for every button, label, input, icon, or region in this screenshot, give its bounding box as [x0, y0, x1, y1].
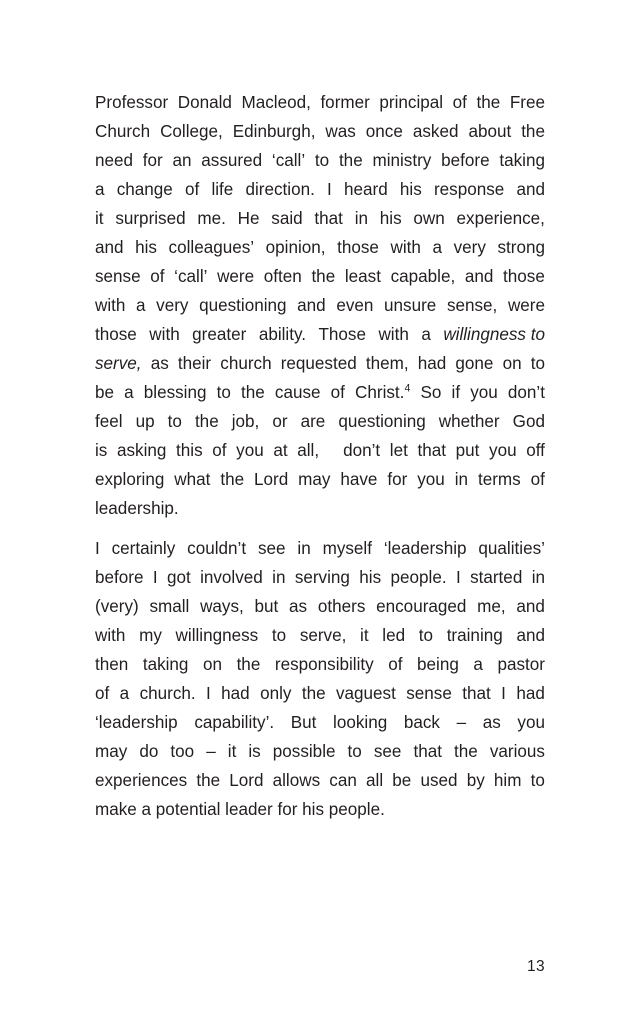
text-line — [95, 262, 545, 291]
text-line: leadership. — [95, 499, 179, 518]
text-line: make a potential leader for his people. — [95, 800, 385, 819]
word: a — [432, 238, 443, 257]
word: of — [150, 267, 165, 286]
word: a — [119, 684, 130, 703]
word: the — [236, 655, 261, 674]
text-line — [95, 175, 545, 204]
word: feel — [95, 412, 123, 431]
word: may — [95, 742, 128, 761]
text-line — [95, 563, 545, 592]
word: of — [95, 684, 110, 703]
word: ‘call’ — [174, 267, 208, 286]
word: involved — [200, 568, 263, 587]
word: encouraged — [376, 597, 467, 616]
word: serve, — [299, 626, 347, 645]
word: pastor — [497, 655, 545, 674]
word: I — [327, 180, 332, 199]
word: a — [473, 655, 483, 674]
text-line — [95, 146, 545, 175]
word: life — [211, 180, 234, 199]
word: taking — [142, 655, 189, 674]
word: of — [452, 93, 467, 112]
word: once — [365, 122, 403, 141]
word: ‘call’ — [271, 151, 306, 170]
word: asked — [412, 122, 459, 141]
word: I — [152, 568, 158, 587]
word: asking — [116, 441, 167, 460]
word: the — [194, 412, 219, 431]
word: got — [166, 568, 191, 587]
word: may — [298, 470, 331, 489]
text-line — [95, 534, 545, 563]
word: before — [95, 568, 144, 587]
word: others — [317, 597, 366, 616]
word: are — [300, 412, 326, 431]
footnote-reference[interactable]: 4 — [404, 382, 411, 395]
word: strong — [497, 238, 545, 257]
word: had — [516, 684, 545, 703]
word: were — [217, 267, 255, 286]
text-line — [95, 407, 545, 436]
text-line — [95, 204, 545, 233]
word: training — [446, 626, 503, 645]
word: change — [116, 180, 173, 199]
word: gone — [455, 354, 494, 373]
word: all, — [297, 441, 320, 460]
word: the — [521, 122, 545, 141]
word: I — [501, 684, 506, 703]
word: be — [95, 383, 115, 402]
word: principal — [379, 93, 444, 112]
word: with — [378, 325, 409, 344]
word: by — [466, 771, 485, 790]
word: what — [174, 470, 211, 489]
word: to — [530, 771, 545, 790]
word: their — [177, 354, 212, 373]
word: in — [272, 568, 286, 587]
text-line — [95, 592, 545, 621]
word: God — [512, 412, 545, 431]
word: on — [203, 655, 223, 674]
word: even — [336, 296, 374, 315]
word: job, — [231, 412, 260, 431]
word: me. — [197, 209, 226, 228]
text-line — [95, 378, 545, 407]
word: being — [417, 655, 459, 674]
word: (very) — [95, 597, 139, 616]
word: greater — [192, 325, 247, 344]
word: a — [421, 325, 431, 344]
word: is — [248, 742, 261, 761]
word: but — [254, 597, 279, 616]
word: ways, — [200, 597, 244, 616]
word: me, — [477, 597, 506, 616]
word: off — [526, 441, 545, 460]
word: only — [260, 684, 292, 703]
word: and — [516, 597, 545, 616]
word: to — [216, 383, 231, 402]
text-line — [95, 621, 545, 650]
word: capability’. — [194, 713, 275, 732]
word: his — [379, 209, 402, 228]
word: requested — [280, 354, 357, 373]
word: sense — [95, 267, 141, 286]
word: see — [257, 539, 286, 558]
word: don’t — [343, 441, 381, 460]
word: was — [325, 122, 356, 141]
word: you — [236, 441, 264, 460]
word: of — [388, 655, 403, 674]
word: myself — [322, 539, 372, 558]
word: I — [95, 539, 100, 558]
word: opinion, — [265, 238, 326, 257]
text-line — [95, 88, 545, 117]
footnote-anchor: Christ.$^4$ — [355, 382, 411, 402]
text-line — [95, 766, 545, 795]
word: former — [320, 93, 370, 112]
word: my — [139, 626, 162, 645]
word: own — [413, 209, 445, 228]
word: unsure — [384, 296, 437, 315]
word: see — [373, 742, 402, 761]
word: and — [95, 238, 124, 257]
word: sense, — [446, 296, 498, 315]
word: various — [489, 742, 545, 761]
word: heard — [343, 180, 388, 199]
word: don’t — [507, 383, 545, 402]
word: need — [95, 151, 134, 170]
word: people. — [390, 568, 447, 587]
word: serving — [294, 568, 350, 587]
word: surprised — [115, 209, 186, 228]
word: him — [493, 771, 522, 790]
word: that — [462, 684, 491, 703]
word: Edinburgh, — [232, 122, 316, 141]
word: back — [403, 713, 440, 732]
word: his — [399, 180, 422, 199]
word: the — [476, 93, 501, 112]
word: response — [433, 180, 505, 199]
word: the — [338, 151, 363, 170]
word: often — [263, 267, 302, 286]
word: Macleod, — [241, 93, 311, 112]
word: led — [382, 626, 406, 645]
word: terms — [477, 470, 521, 489]
word: with — [95, 296, 126, 315]
word: a — [124, 383, 134, 402]
word: it — [227, 742, 237, 761]
word: all — [366, 771, 384, 790]
word: you — [470, 383, 498, 402]
word: blessing — [143, 383, 207, 402]
word: Free — [509, 93, 545, 112]
page-number: 13 — [526, 958, 545, 975]
word: small — [149, 597, 190, 616]
word: a — [95, 180, 105, 199]
word: Lord — [229, 771, 264, 790]
word: ability. — [258, 325, 306, 344]
text-line — [95, 436, 545, 465]
word: to — [271, 626, 287, 645]
word: of — [184, 180, 200, 199]
word: very — [156, 296, 189, 315]
word: church — [220, 354, 272, 373]
word: certainly — [111, 539, 176, 558]
word: willingness — [175, 626, 259, 645]
word: started — [470, 568, 523, 587]
text-line — [95, 320, 545, 349]
word: looking — [333, 713, 388, 732]
word: to — [314, 151, 330, 170]
word: can — [329, 771, 357, 790]
text-line — [95, 708, 545, 737]
word: his — [359, 568, 382, 587]
word: whether — [438, 412, 500, 431]
text-line — [95, 117, 545, 146]
word: be — [392, 771, 412, 790]
word: College, — [160, 122, 223, 141]
word: So — [420, 383, 442, 402]
word: Donald — [177, 93, 232, 112]
word: sense — [406, 684, 452, 703]
word: then — [95, 655, 129, 674]
word: those — [95, 325, 137, 344]
word: had — [417, 354, 447, 373]
emphasis-text: serve, — [95, 354, 142, 373]
word: – — [206, 742, 216, 761]
word: of — [330, 383, 345, 402]
word: the — [301, 684, 326, 703]
word: up — [135, 412, 155, 431]
word: at — [273, 441, 288, 460]
word: to — [530, 354, 545, 373]
word: least — [344, 267, 381, 286]
text-line — [95, 291, 545, 320]
text-line — [95, 737, 545, 766]
word: to — [347, 742, 362, 761]
word: is — [95, 441, 108, 460]
word: cause — [274, 383, 321, 402]
word: on — [502, 354, 522, 373]
word: Those — [318, 325, 366, 344]
word: and — [516, 626, 545, 645]
word: But — [290, 713, 317, 732]
word: that — [314, 209, 343, 228]
word: of — [212, 441, 227, 460]
word: a — [136, 296, 146, 315]
text-line — [95, 650, 545, 679]
word: in — [297, 539, 311, 558]
word: said — [271, 209, 303, 228]
word: do — [139, 742, 159, 761]
word: to — [418, 626, 434, 645]
word: ‘leadership — [95, 713, 178, 732]
word: used — [420, 771, 458, 790]
word: as — [482, 713, 501, 732]
word: too — [170, 742, 195, 761]
word: the — [241, 383, 265, 402]
word: ‘leadership — [383, 539, 467, 558]
word: in — [354, 209, 368, 228]
word: He — [237, 209, 260, 228]
word: and — [464, 267, 494, 286]
word: colleagues’ — [168, 238, 255, 257]
word: – — [456, 713, 467, 732]
word: vaguest — [335, 684, 396, 703]
word: have — [340, 470, 378, 489]
word: allows — [272, 771, 321, 790]
word: for — [142, 151, 163, 170]
word: possible — [272, 742, 336, 761]
word: Professor — [95, 93, 169, 112]
word: Lord — [254, 470, 289, 489]
word: questioning — [199, 296, 287, 315]
word: in — [454, 470, 469, 489]
word: I — [455, 568, 461, 587]
word: the — [196, 771, 221, 790]
word: capable, — [390, 267, 456, 286]
word: as — [289, 597, 308, 616]
word: couldn’t — [187, 539, 247, 558]
word: Church — [95, 122, 151, 141]
word: ministry — [372, 151, 432, 170]
word: about — [468, 122, 512, 141]
word: his — [135, 238, 157, 257]
word: questioning — [338, 412, 426, 431]
word: with — [95, 626, 126, 645]
word: it — [95, 209, 104, 228]
text-line — [95, 233, 545, 262]
word: put — [455, 441, 480, 460]
word: them, — [365, 354, 409, 373]
word: very — [453, 238, 486, 257]
word: had — [221, 684, 250, 703]
word: the — [454, 742, 478, 761]
word: those — [337, 238, 379, 257]
word: this — [176, 441, 203, 460]
paragraph — [95, 88, 545, 523]
extra-space — [329, 436, 334, 465]
word: qualities’ — [478, 539, 545, 558]
word: experiences — [95, 771, 188, 790]
word: or — [272, 412, 288, 431]
word: were — [507, 296, 545, 315]
word: in — [531, 568, 545, 587]
word: before — [441, 151, 490, 170]
word: and — [516, 180, 545, 199]
word: I — [206, 684, 211, 703]
word: church. — [139, 684, 196, 703]
word: that — [413, 742, 442, 761]
word: of — [530, 470, 545, 489]
word: and — [297, 296, 326, 315]
word: direction. — [245, 180, 315, 199]
word: an — [172, 151, 192, 170]
page-text-block — [95, 88, 545, 824]
word: experience, — [456, 209, 545, 228]
word: that — [417, 441, 446, 460]
text-line — [95, 465, 545, 494]
word: assured — [201, 151, 263, 170]
word: exploring — [95, 470, 165, 489]
word: with — [149, 325, 180, 344]
text-line — [95, 349, 545, 378]
word: with — [390, 238, 421, 257]
word: you — [489, 441, 517, 460]
emphasis-text: willingness to — [443, 325, 545, 344]
word: for — [387, 470, 408, 489]
word: if — [451, 383, 461, 402]
word: those — [503, 267, 545, 286]
word: responsibility — [274, 655, 374, 674]
word: to — [167, 412, 182, 431]
word: taking — [499, 151, 545, 170]
word: as — [150, 354, 169, 373]
word: it — [360, 626, 369, 645]
word: the — [220, 470, 245, 489]
word: the — [311, 267, 336, 286]
word: you — [517, 713, 545, 732]
paragraph — [95, 534, 545, 824]
word: let — [389, 441, 408, 460]
word: you — [417, 470, 445, 489]
text-line — [95, 679, 545, 708]
